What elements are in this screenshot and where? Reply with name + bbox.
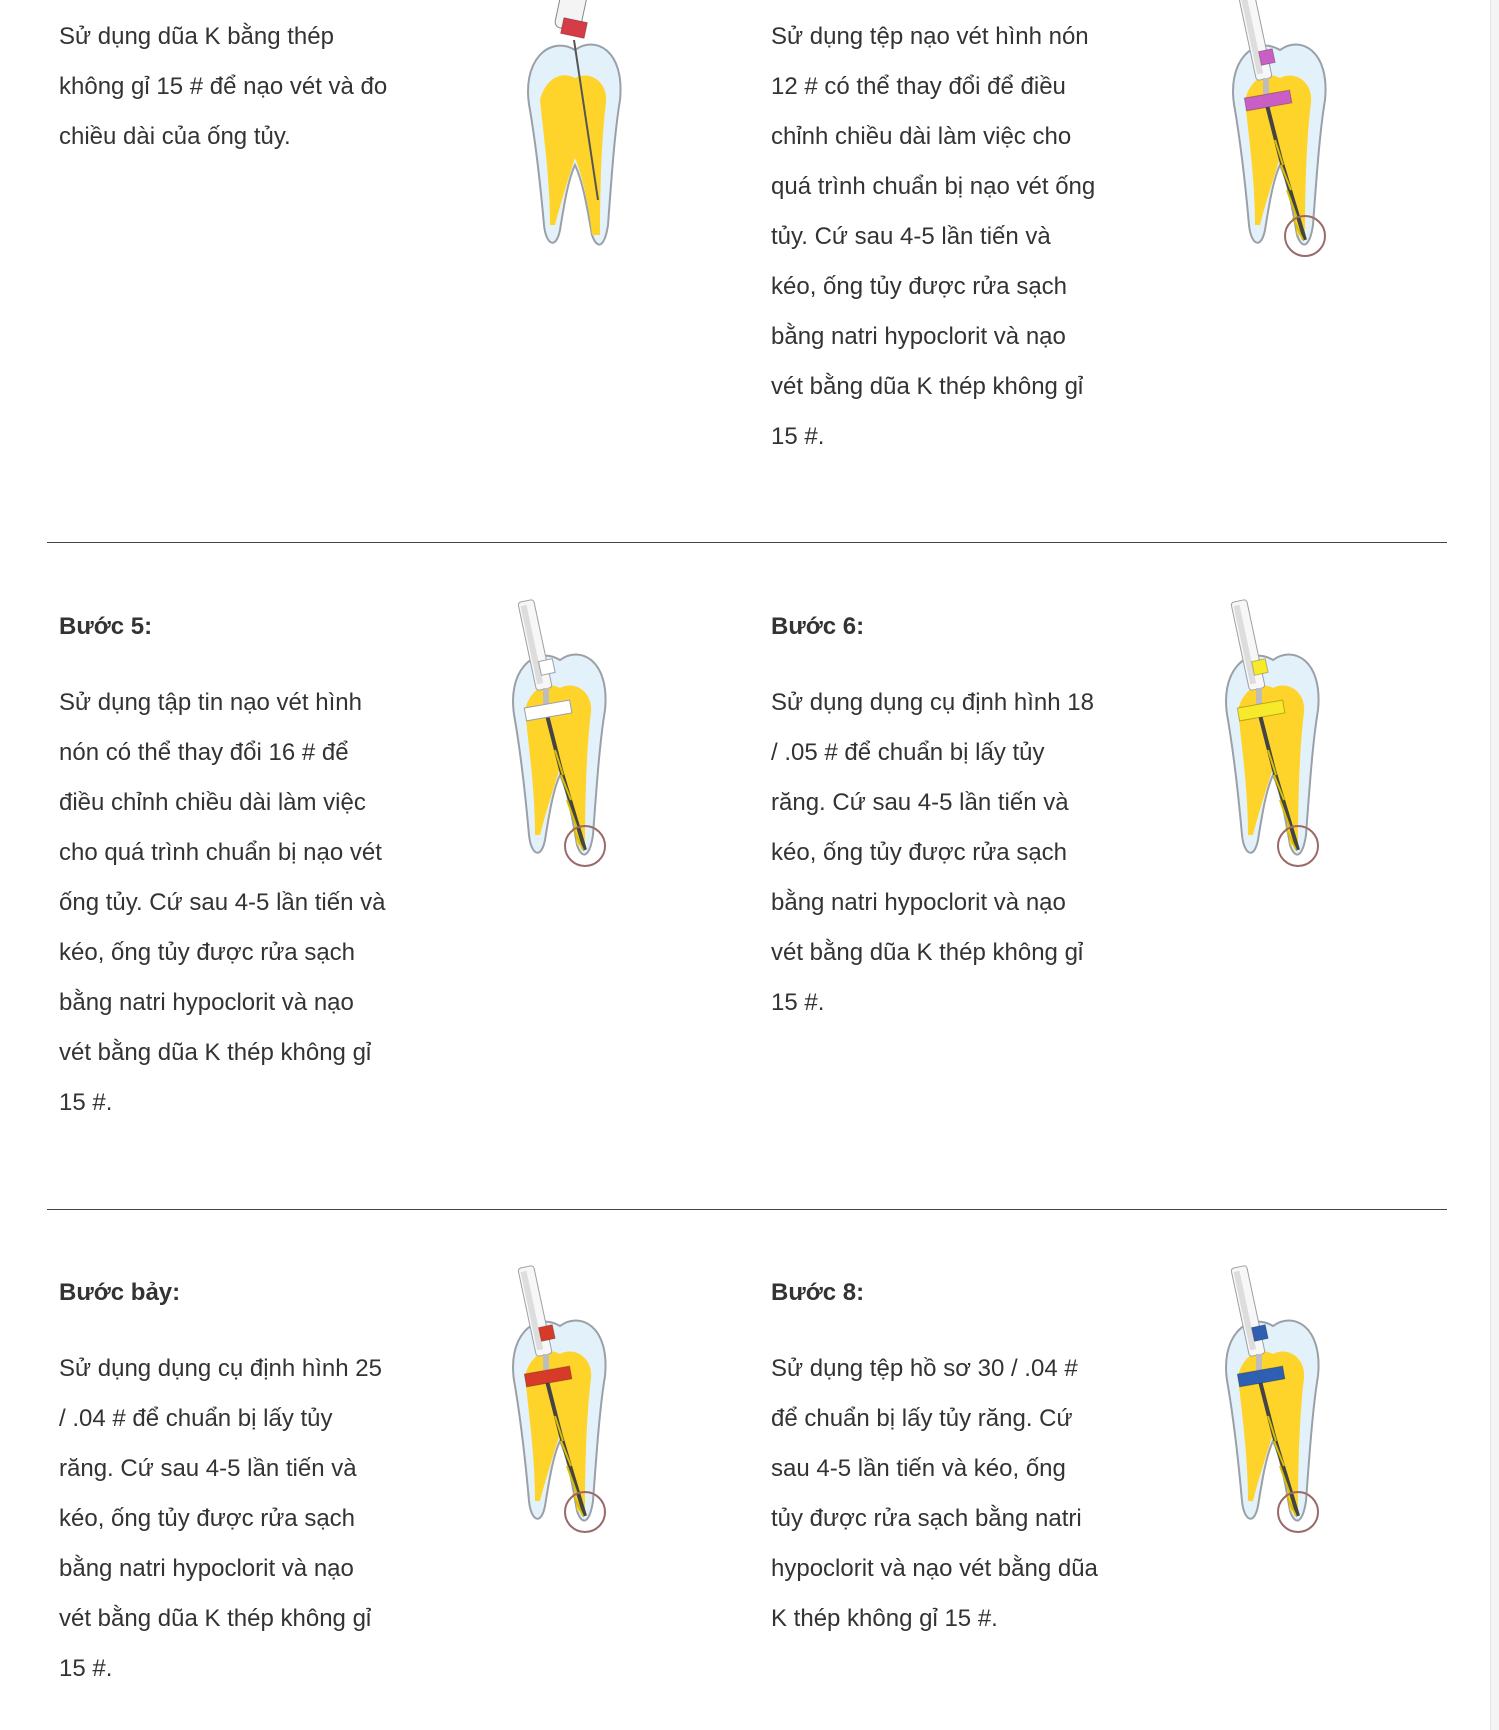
pulp-canal xyxy=(540,75,606,235)
step-title: Bước 8: xyxy=(771,1279,865,1306)
step-text: Sử dụng tập tin nạo vét hình nón có thể thay đổi 16 # để điều chỉnh chiều dài làm việc cho quá trình chuẩn bị nạo vét ống tủy. Cứ sau 4-5 lần tiến và kéo, ống tủy được rửa sạch bằng natri hypoclorit và nạo vét bằng dũa K thép không gỉ 15 #. xyxy=(59,689,386,1116)
step-text: Sử dụng dũa K bằng thép không gỉ 15 # để nạo vét và đo chiều dài của ống tủy. xyxy=(59,23,388,150)
section-divider xyxy=(47,1209,1447,1210)
step-cell-k-file xyxy=(59,12,389,162)
tooth-step-6-illustration xyxy=(1218,600,1338,900)
step-cell-6 xyxy=(771,602,1101,1028)
step-cell-5 xyxy=(59,602,389,1128)
tooth-step-5-illustration xyxy=(505,600,625,900)
tooth-k-file-illustration xyxy=(520,0,640,290)
section-divider xyxy=(47,542,1447,543)
tooth-rotary-12-illustration xyxy=(1225,0,1345,290)
tooth-step-8-illustration xyxy=(1218,1266,1338,1566)
step-cell-8 xyxy=(771,1268,1101,1644)
step-text: Sử dụng dụng cụ định hình 25 / .04 # để chuẩn bị lấy tủy răng. Cứ sau 4-5 lần tiến và kéo, ống tủy được rửa sạch bằng natri hypoclorit và nạo vét bằng dũa K thép không gỉ 15 #. xyxy=(59,1355,382,1682)
step-text: Sử dụng tệp hồ sơ 30 / .04 # để chuẩn bị lấy tủy răng. Cứ sau 4-5 lần tiến và kéo, ống tủy được rửa sạch bằng natri hypoclorit và nạo vét bằng dũa K thép không gỉ 15 #. xyxy=(771,1355,1098,1632)
step-title: Bước 6: xyxy=(771,613,865,640)
step-text: Sử dụng dụng cụ định hình 18 / .05 # để chuẩn bị lấy tủy răng. Cứ sau 4-5 lần tiến và kéo, ống tủy được rửa sạch bằng natri hypoclorit và nạo vét bằng dũa K thép không gỉ 15 #. xyxy=(771,689,1094,1016)
k-file-handle xyxy=(554,0,592,38)
step-title: Bước 5: xyxy=(59,613,153,640)
tooth-step-7-illustration xyxy=(505,1266,625,1566)
step-title: Bước bảy: xyxy=(59,1279,181,1306)
scrollbar[interactable] xyxy=(1490,0,1499,1730)
step-text: Sử dụng tệp nạo vét hình nón 12 # có thể thay đổi để điều chỉnh chiều dài làm việc cho quá trình chuẩn bị nạo vét ống tủy. Cứ sau 4-5 lần tiến và kéo, ống tủy được rửa sạch bằng natri hypoclorit và nạo vét bằng dũa K thép không gỉ 15 #. xyxy=(771,23,1096,450)
step-cell-7 xyxy=(59,1268,389,1694)
step-cell-rotary-12 xyxy=(771,12,1101,462)
